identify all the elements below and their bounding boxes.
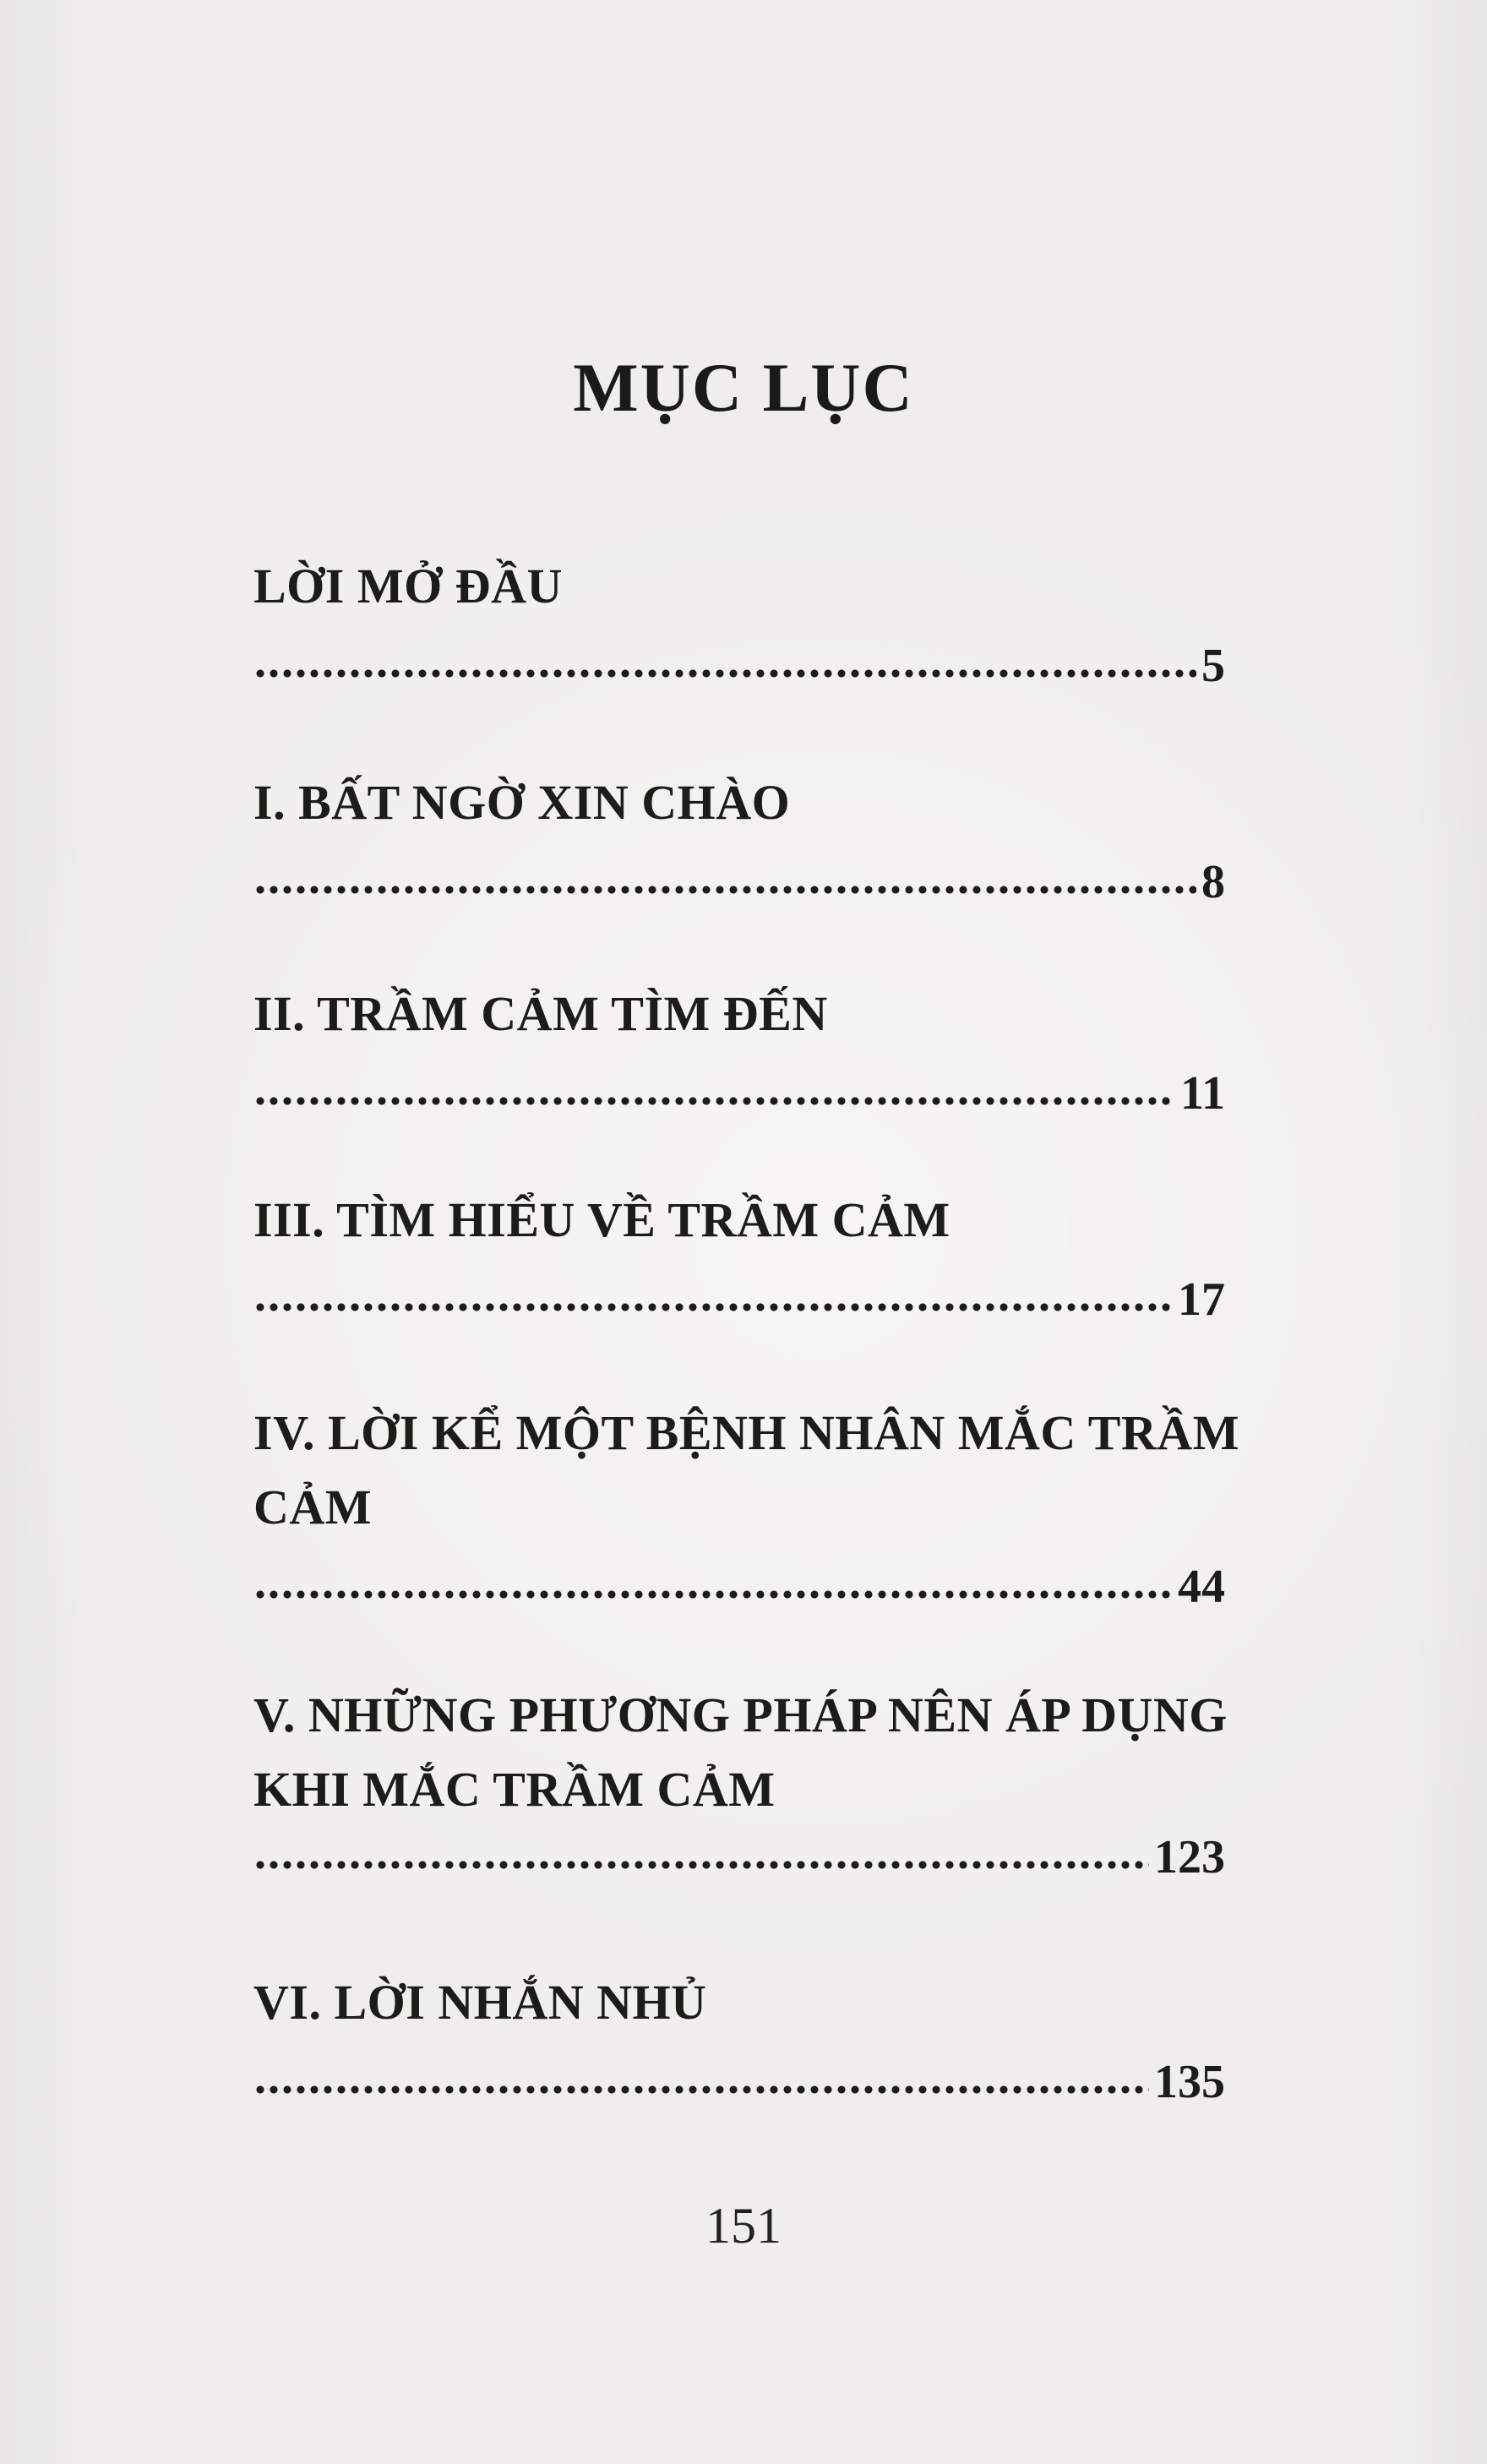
toc-entry-title: II. TRẦM CẢM TÌM ĐẾN <box>253 986 828 1041</box>
toc-page-number: 123 <box>1154 1831 1225 1883</box>
dot-leader <box>253 1095 1175 1107</box>
toc-entry <box>253 1183 1225 1326</box>
toc-entry-title: III. TÌM HIỂU VỀ TRẦM CẢM <box>253 1192 950 1247</box>
toc-page-number: 17 <box>1178 1273 1225 1326</box>
toc-entry-title: I. BẤT NGỜ XIN CHÀO <box>253 775 791 830</box>
toc-entry <box>253 1678 1228 1883</box>
toc-leader-row <box>253 2040 1225 2106</box>
toc-entry <box>253 1396 1239 1613</box>
toc-entry-title-line-2: KHI MẮC TRẦM CẢM <box>253 1762 776 1817</box>
toc-page-number: 8 <box>1201 856 1225 908</box>
page-title: MỤC LỤC <box>573 349 914 426</box>
dot-leader <box>253 1589 1173 1600</box>
toc-entry <box>253 549 1225 690</box>
page-number: 151 <box>705 2198 782 2254</box>
toc-entry-title-line-1: IV. LỜI KỂ MỘT BỆNH NHÂN MẮC TRẦM <box>253 1405 1239 1460</box>
toc-leader-row <box>253 624 1225 690</box>
toc-entry <box>253 977 1225 1120</box>
dot-leader <box>253 1859 1149 1871</box>
toc-page-number: 44 <box>1178 1561 1225 1613</box>
toc-entry-title-line-2: CẢM <box>253 1480 373 1535</box>
toc-leader-row <box>253 1545 1225 1611</box>
toc-page-number: 135 <box>1154 2056 1225 2108</box>
toc-leader-row <box>253 1827 1225 1881</box>
toc-entry-title: VI. LỜI NHẮN NHỦ <box>253 1975 707 2030</box>
dot-leader <box>253 884 1196 896</box>
toc-leader-row <box>253 1257 1225 1326</box>
toc-entry <box>253 766 1225 906</box>
toc-leader-row <box>253 1051 1225 1120</box>
toc-entry-title-line-1: V. NHỮNG PHƯƠNG PHÁP NÊN ÁP DỤNG <box>253 1687 1228 1742</box>
toc-leader-row <box>253 840 1225 906</box>
dot-leader <box>253 1301 1173 1313</box>
dot-leader <box>253 668 1196 679</box>
toc-entry <box>253 1965 1225 2106</box>
toc-page-number: 5 <box>1201 640 1225 692</box>
toc-page-number: 11 <box>1180 1067 1225 1120</box>
dot-leader <box>253 2084 1149 2096</box>
toc-entry-title: LỜI MỞ ĐẦU <box>253 559 563 613</box>
